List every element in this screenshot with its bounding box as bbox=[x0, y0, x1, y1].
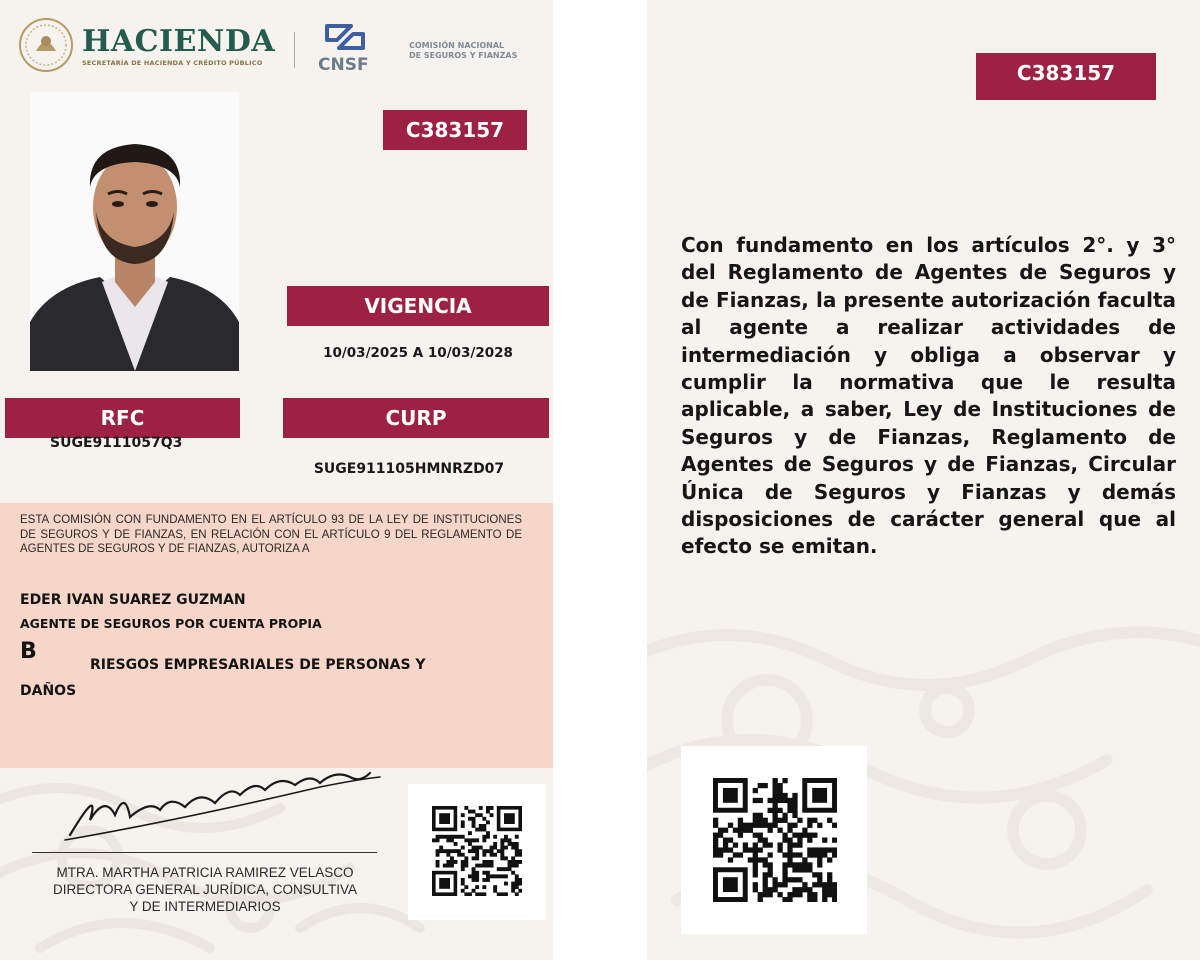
cnsf-label: CNSF bbox=[318, 55, 369, 75]
authorization-panel bbox=[0, 503, 553, 768]
agent-name: EDER IVAN SUAREZ GUZMAN bbox=[20, 592, 246, 608]
cnsf-name bbox=[409, 41, 517, 61]
qr-code bbox=[408, 784, 546, 920]
vigencia-label: VIGENCIA bbox=[287, 286, 549, 326]
signatory-name: MTRA. MARTHA PATRICIA RAMIREZ VELASCO bbox=[56, 865, 354, 880]
qr-code-icon bbox=[713, 778, 837, 902]
credential-front bbox=[0, 0, 553, 960]
legal-text: Con fundamento en los artículos 2°. y 3° del Reglamento de Agentes de Seguros y de Fianzas, la presente autorización faculta al agente a realizar actividades de intermediación y obliga a observar y cumplir la normativa que le resulta aplicable, a saber, Ley de Instituciones de Seguros y de Fianzas, Reglamento de Agentes de Seguros y de Fianzas, Circular Única de Seguros y Fianzas y demás disposiciones de carácter general que al efecto se emitan. bbox=[681, 233, 1176, 559]
cnsf-logo-icon bbox=[323, 22, 367, 52]
vigencia-value: 10/03/2025 A 10/03/2028 bbox=[323, 345, 513, 361]
category-desc-line2: DAÑOS bbox=[20, 683, 77, 699]
signatory-title-line2: Y DE INTERMEDIARIOS bbox=[129, 899, 281, 914]
curp-value: SUGE911105HMNRZD07 bbox=[313, 461, 505, 477]
header-divider bbox=[294, 32, 295, 68]
agent-portrait-icon bbox=[30, 92, 239, 371]
agent-photo bbox=[30, 92, 239, 371]
folio-badge: C383157 bbox=[383, 110, 527, 150]
qr-code-icon bbox=[432, 806, 522, 896]
agent-type: AGENTE DE SEGUROS POR CUENTA PROPIA bbox=[20, 616, 322, 631]
hacienda-subtitle: SECRETARÍA DE HACIENDA Y CRÉDITO PÚBLICO bbox=[82, 59, 263, 67]
qr-code-back bbox=[681, 746, 867, 934]
national-seal-icon bbox=[18, 17, 74, 73]
signatory-title-line1: DIRECTORA GENERAL JURÍDICA, CONSULTIVA bbox=[52, 882, 358, 897]
cnsf-name-line2: DE SEGUROS Y FIANZAS bbox=[409, 51, 518, 60]
category-desc-line1: RIESGOS EMPRESARIALES DE PERSONAS Y bbox=[90, 657, 426, 673]
signature-image bbox=[60, 765, 390, 855]
authorization-text: ESTA COMISIÓN CON FUNDAMENTO EN EL ARTÍCULO 93 DE LA LEY DE INSTITUCIONES DE SEGUROS Y DE FIANZAS, EN RELACIÓN CON EL ARTÍCULO 9 DEL REGLAMENTO DE AGENTES DE SEGUROS Y DE FIANZAS, AUTORIZA A bbox=[20, 514, 522, 556]
category-letter: B bbox=[20, 639, 37, 664]
rfc-value: SUGE9111057Q3 bbox=[50, 435, 183, 451]
cnsf-name-line1: COMISIÓN NACIONAL bbox=[409, 41, 505, 50]
signature-line bbox=[32, 852, 377, 853]
signatory-block bbox=[20, 864, 390, 915]
folio-badge-back: C383157 bbox=[976, 53, 1156, 100]
curp-label: CURP bbox=[283, 398, 549, 438]
rfc-label: RFC bbox=[5, 398, 240, 438]
hacienda-title: HACIENDA bbox=[82, 24, 276, 59]
